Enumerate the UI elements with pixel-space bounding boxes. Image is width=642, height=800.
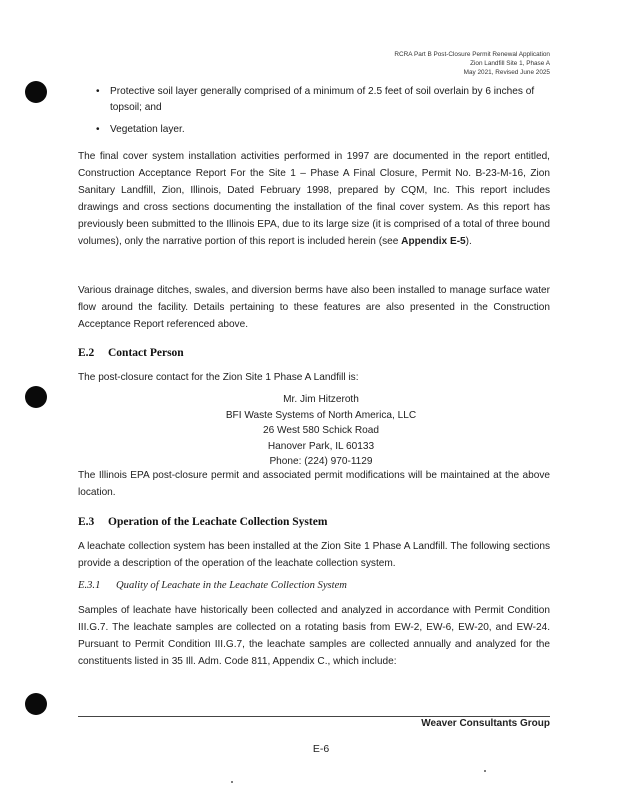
contact-phone: Phone: (224) 970-1129: [269, 456, 373, 468]
scan-speck: [231, 781, 233, 783]
contact-street: 26 West 580 Schick Road: [263, 425, 379, 437]
section-title: Operation of the Leachate Collection System: [108, 516, 328, 528]
paragraph-contact-intro: The post-closure contact for the Zion Site 1 Phase A Landfill is:: [78, 372, 359, 383]
header-line-2: Zion Landfill Site 1, Phase A: [470, 60, 550, 67]
footer-rule: [78, 716, 550, 717]
binder-hole-top: [25, 81, 47, 103]
section-title: Contact Person: [108, 347, 184, 359]
bullet-marker: •: [96, 86, 100, 97]
bullet-text: Vegetation layer.: [110, 124, 185, 135]
section-number: E.2: [78, 347, 95, 359]
section-heading-e2: [78, 347, 184, 359]
subsection-heading-e31: [78, 580, 347, 591]
section-heading-e3: [78, 516, 327, 528]
paragraph-drainage: Various drainage ditches, swales, and diversion berms have also been installed to manage surface water flow around the facility. Details pertaining to these features are also presented in the Construction Acceptance Report referenced above.: [78, 285, 550, 330]
page-number: E-6: [312, 743, 330, 755]
bullet-marker: •: [96, 124, 100, 135]
contact-company: BFI Waste Systems of North America, LLC: [225, 409, 417, 421]
bullet-item: [96, 122, 550, 138]
bullet-text: Protective soil layer generally comprised of a minimum of 2.5 feet of soil overlain by 6 inches of topsoil; and: [110, 86, 535, 113]
paragraph-text-end: ).: [465, 236, 472, 247]
subsection-title: Quality of Leachate in the Leachate Collection System: [116, 580, 347, 591]
paragraph-permit-location: The Illinois EPA post-closure permit and associated permit modifications will be maintained at the above location.: [78, 470, 550, 498]
bullet-list: [96, 84, 550, 144]
section-number: E.3: [78, 516, 95, 528]
running-header: [394, 50, 550, 77]
subsection-number: E.3.1: [78, 580, 101, 591]
scan-speck: [484, 770, 486, 772]
bullet-item: [96, 84, 550, 116]
paragraph-leachate-sampling: Samples of leachate have historically been collected and analyzed in accordance with Permit Condition III.G.7. The leachate samples are collected on a rotating basis from EW-2, EW-6, EW-20, and EW-24. Pursuant to Permit Condition III.G.7, the leachate samples are collected annually and analyzed for the constituents listed in 35 Ill. Adm. Code 811, Appendix C., which include:: [78, 605, 550, 667]
paragraph-text: The final cover system installation activities performed in 1997 are documented in the report entitled, Construction Acceptance Report For the Site 1 – Phase A Final Closure, Permit No. B-23-M-16, Zion Sanitary Landfill, Zion, Illinois, Dated February 1998, prepared by CQM, Inc. This report includes drawings and cross sections documenting the installation of the final cover system. As this report has previously been submitted to the Illinois EPA, due to its large size (it is comprised of a total of three bound volumes), only the narrative portion of this report is included herein (see: [78, 151, 550, 247]
paragraph-leachate-intro: A leachate collection system has been installed at the Zion Site 1 Phase A Landfill. The following sections provide a description of the operation of the leachate collection system.: [78, 541, 550, 569]
footer-company: Weaver Consultants Group: [421, 718, 550, 729]
contact-name: Mr. Jim Hitzeroth: [283, 394, 359, 405]
binder-hole-bottom: [25, 693, 47, 715]
header-line-1: RCRA Part B Post-Closure Permit Renewal Application: [394, 51, 550, 58]
contact-city: Hanover Park, IL 60133: [267, 440, 375, 452]
paragraph-final-cover: [78, 148, 550, 250]
contact-address-block: [0, 392, 642, 470]
header-line-3: May 2021, Revised June 2025: [463, 69, 550, 76]
appendix-reference: Appendix E-5: [401, 236, 466, 247]
